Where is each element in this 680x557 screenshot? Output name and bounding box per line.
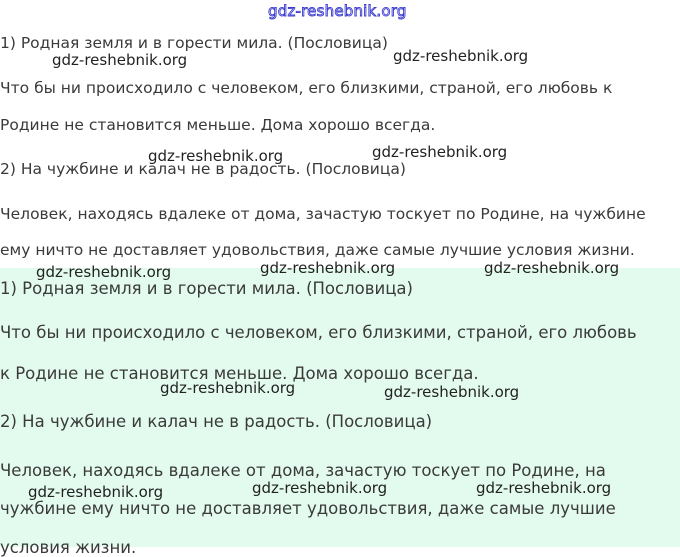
watermark: gdz-reshebnik.org <box>160 379 296 397</box>
proverb-1-text-line-1: Что бы ни происходило с человеком, его близкими, страной, его любовь к <box>0 79 613 97</box>
watermark: gdz-reshebnik.org <box>260 259 396 277</box>
proverb-1-text-line-2: к Родине не становится меньше. Дома хорошо всегда. <box>0 364 479 383</box>
watermark: gdz-reshebnik.org <box>28 483 164 501</box>
proverb-1-text-line-1: Что бы ни происходило с человеком, его близкими, страной, его любовь <box>0 323 637 342</box>
proverb-2-title: 2) На чужбине и калач не в радость. (Пословица) <box>0 412 433 431</box>
watermark: gdz-reshebnik.org <box>484 259 620 277</box>
proverb-2-title: 2) На чужбине и калач не в радость. (Пословица) <box>0 160 406 178</box>
answer-block-top <box>0 0 680 268</box>
watermark: gdz-reshebnik.org <box>384 383 520 401</box>
answer-block-bottom <box>0 268 680 557</box>
site-watermark-header: gdz-reshebnik.org <box>268 2 407 20</box>
proverb-2-text-line-3: условия жизни. <box>0 538 137 557</box>
watermark: gdz-reshebnik.org <box>52 51 188 69</box>
watermark: gdz-reshebnik.org <box>393 47 529 65</box>
proverb-1-title: 1) Родная земля и в горести мила. (Пословица) <box>0 279 413 298</box>
proverb-2-text-line-2: чужбине ему ничто не доставляет удовольствия, даже самые лучшие <box>0 499 616 518</box>
proverb-2-text-line-2: ему ничто не доставляет удовольствия, даже самые лучшие условия жизни. <box>0 241 635 259</box>
proverb-1-text-line-2: Родине не становится меньше. Дома хорошо всегда. <box>0 116 436 134</box>
watermark: gdz-reshebnik.org <box>36 263 172 281</box>
proverb-1-title: 1) Родная земля и в горести мила. (Пословица) <box>0 34 388 52</box>
watermark: gdz-reshebnik.org <box>252 479 388 497</box>
proverb-2-text-line-1: Человек, находясь вдалеке от дома, зачастую тоскует по Родине, на <box>0 461 606 480</box>
watermark: gdz-reshebnik.org <box>372 143 508 161</box>
watermark: gdz-reshebnik.org <box>476 479 612 497</box>
proverb-2-text-line-1: Человек, находясь вдалеке от дома, зачастую тоскует по Родине, на чужбине <box>0 205 646 223</box>
watermark: gdz-reshebnik.org <box>148 147 284 165</box>
